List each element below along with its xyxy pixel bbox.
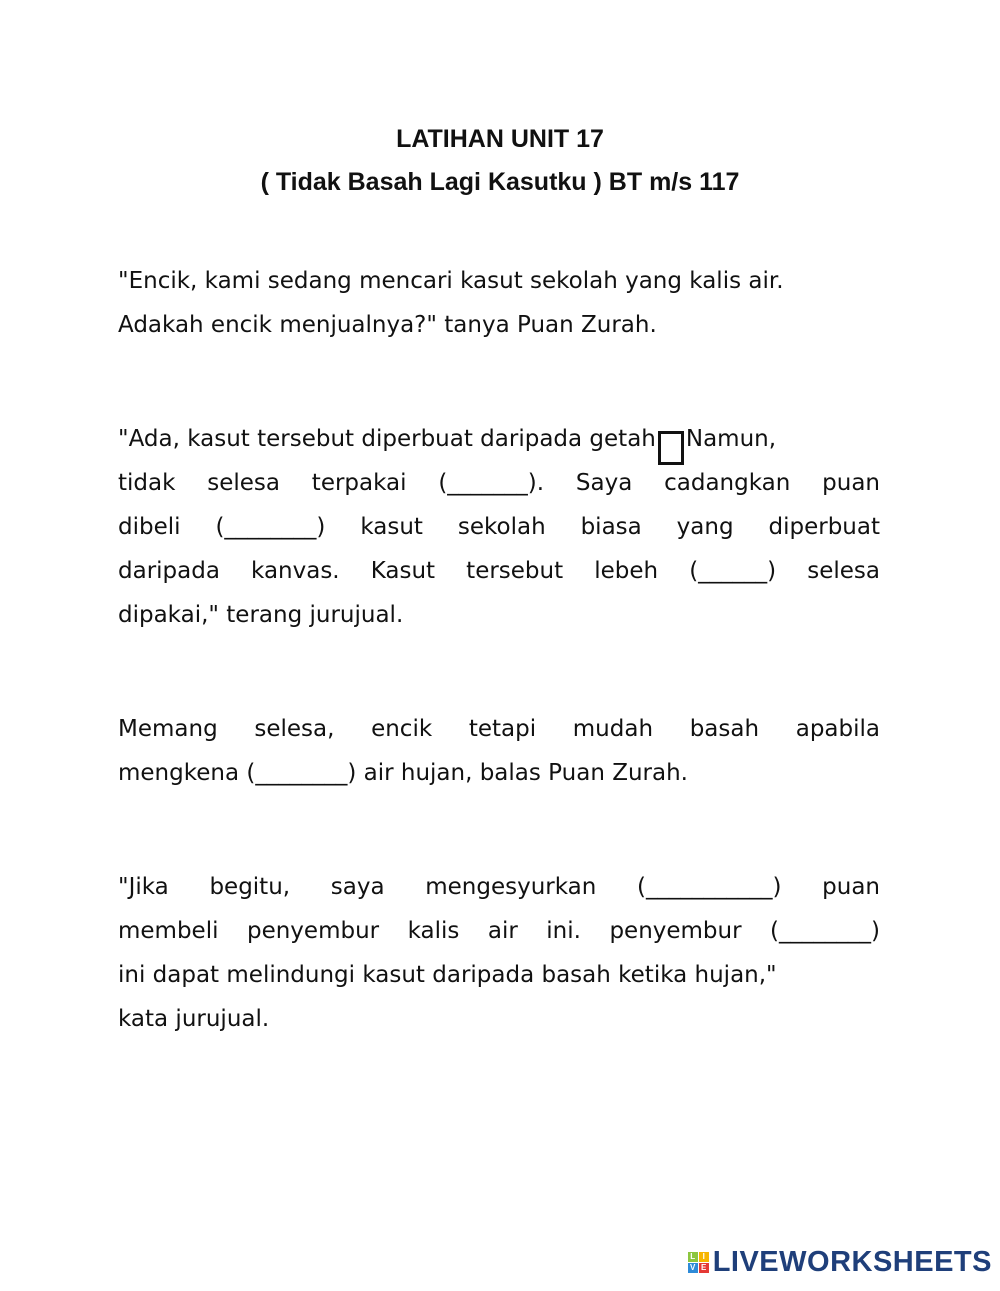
brand-name: LIVEWORKSHEETS bbox=[712, 1246, 992, 1278]
text-line: "Encik, kami sedang mencari kasut sekolah yang kalis air. bbox=[118, 268, 784, 294]
liveworksheets-logo bbox=[688, 1246, 992, 1279]
text-line: daripada kanvas. Kasut tersebut lebeh (______) selesa bbox=[118, 558, 880, 584]
logo-letter: E bbox=[699, 1263, 709, 1273]
text-line: kata jurujual. bbox=[118, 1006, 270, 1032]
logo-letter: V bbox=[688, 1263, 698, 1273]
text-line-with-box bbox=[118, 424, 880, 465]
logo-icon bbox=[688, 1252, 709, 1273]
text-line: ini dapat melindungi kasut daripada basah ketika hujan," bbox=[118, 962, 777, 988]
logo-letter: L bbox=[688, 1252, 698, 1262]
logo-letter: I bbox=[699, 1252, 709, 1262]
text-line: mengkena (________) air hujan, balas Puan Zurah. bbox=[118, 760, 688, 786]
worksheet-title: LATIHAN UNIT 17 bbox=[396, 125, 604, 153]
text-line: dibeli (________) kasut sekolah biasa yang diperbuat bbox=[118, 514, 880, 540]
answer-box[interactable] bbox=[658, 431, 684, 465]
text-line: Memang selesa, encik tetapi mudah basah apabila bbox=[118, 716, 880, 742]
text-line: "Jika begitu, saya mengesyurkan (___________) puan bbox=[118, 874, 880, 900]
text-fragment: Namun, bbox=[685, 426, 777, 452]
worksheet-subtitle: ( Tidak Basah Lagi Kasutku ) BT m/s 117 bbox=[260, 168, 740, 196]
text-line: dipakai," terang jurujual. bbox=[118, 602, 404, 628]
text-fragment: "Ada, kasut tersebut diperbuat daripada getah bbox=[118, 426, 656, 452]
text-line: tidak selesa terpakai (_______). Saya cadangkan puan bbox=[118, 470, 880, 496]
text-line: membeli penyembur kalis air ini. penyembur (________) bbox=[118, 918, 880, 944]
text-line: Adakah encik menjualnya?" tanya Puan Zurah. bbox=[118, 312, 657, 338]
